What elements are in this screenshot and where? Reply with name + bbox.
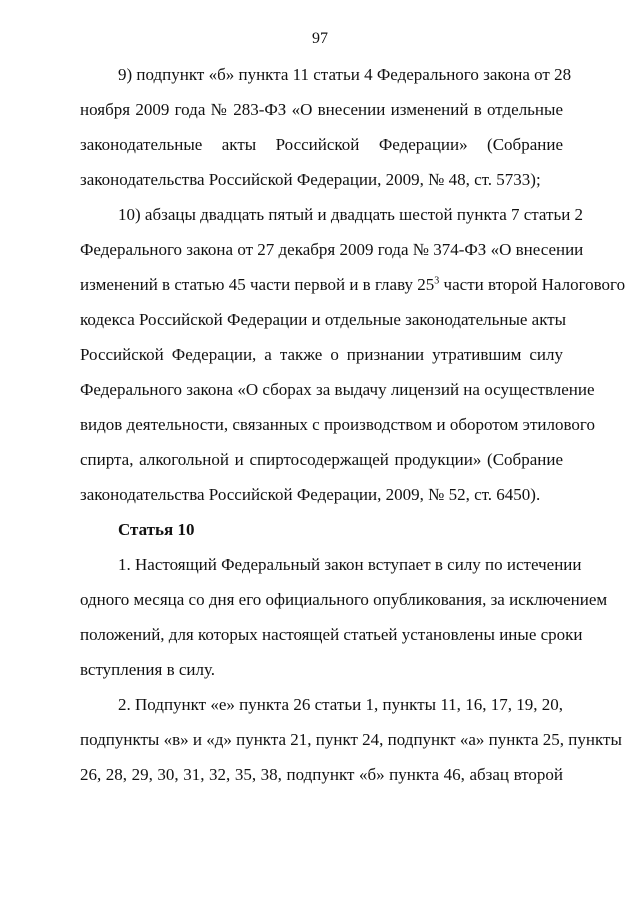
article-heading xyxy=(80,512,563,547)
text-line: видов деятельности, связанных с производством и оборотом этилового xyxy=(80,415,595,434)
text-line: 1. Настоящий Федеральный закон вступает в силу по истечении xyxy=(118,555,582,574)
paragraph xyxy=(80,547,608,687)
text-line: спирта, алкогольной и спиртосодержащей продукции» (Собрание xyxy=(80,450,563,469)
text-line: ноября 2009 года № 283-ФЗ «О внесении изменений в отдельные xyxy=(80,100,563,119)
text-line: 2. Подпункт «е» пункта 26 статьи 1, пункты 11, 16, 17, 19, 20, xyxy=(118,695,563,714)
text-line: вступления в силу. xyxy=(80,660,216,679)
text-line: кодекса Российской Федерации и отдельные законодательные акты xyxy=(80,310,567,329)
text-line: законодательные акты Российской Федерации» (Собрание xyxy=(80,135,563,154)
paragraph xyxy=(80,197,626,512)
text-line: изменений в статью 45 части первой и в главу $25^3$ части второй Налогового xyxy=(80,275,626,294)
document-body xyxy=(80,57,626,792)
page-number: 97 xyxy=(312,30,328,47)
superscript: 3 xyxy=(434,275,440,287)
text-line: положений, для которых настоящей статьей установлены иные сроки xyxy=(80,625,583,644)
text-line: Федерального закона «О сборах за выдачу лицензий на осуществление xyxy=(80,380,595,399)
text-line: Российской Федерации, а также о признании утратившим силу xyxy=(80,345,563,364)
text-line: законодательства Российской Федерации, 2009, № 52, ст. 6450). xyxy=(80,485,541,504)
paragraph xyxy=(80,687,622,792)
text-line: 9) подпункт «б» пункта 11 статьи 4 Федерального закона от 28 xyxy=(118,65,572,84)
text-line: подпункты «в» и «д» пункта 21, пункт 24, подпункт «а» пункта 25, пункты xyxy=(80,730,622,749)
text-line: одного месяца со дня его официального опубликования, за исключением xyxy=(80,590,608,609)
text-line: 10) абзацы двадцать пятый и двадцать шестой пункта 7 статьи 2 xyxy=(118,205,584,224)
text-line: законодательства Российской Федерации, 2009, № 48, ст. 5733); xyxy=(80,170,541,189)
paragraph xyxy=(80,57,572,197)
text-line: 26, 28, 29, 30, 31, 32, 35, 38, подпункт «б» пункта 46, абзац второй xyxy=(80,765,563,784)
text-line: Федерального закона от 27 декабря 2009 года № 374-ФЗ «О внесении xyxy=(80,240,584,259)
text-line: Статья 10 xyxy=(118,520,195,539)
